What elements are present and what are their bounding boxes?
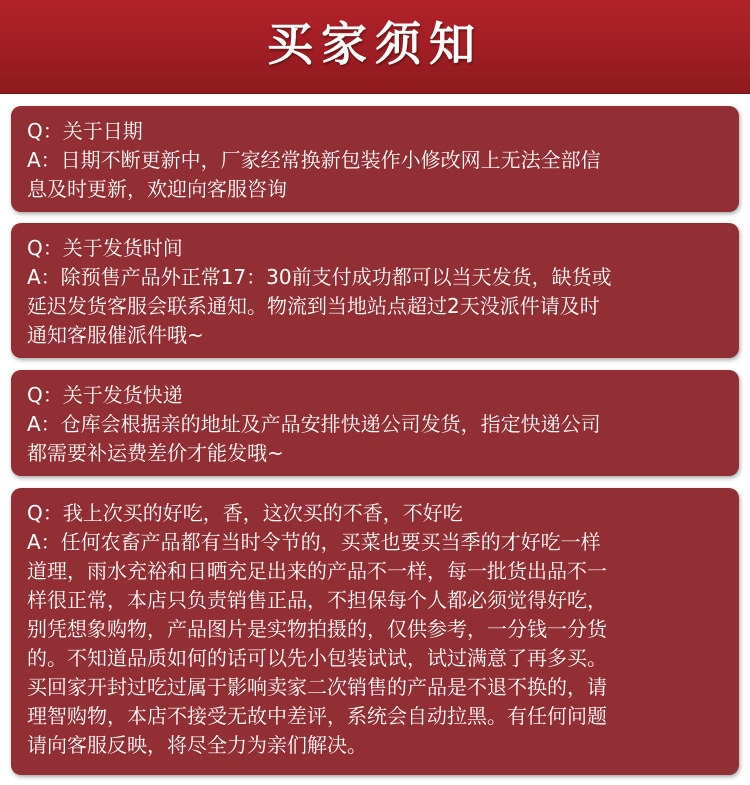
faq-answer-line: 都需要补运费差价才能发哦~ [27,441,284,465]
faq-answer-line: A：仓库会根据亲的地址及产品安排快递公司发货，指定快递公司 [27,412,601,436]
faq-answer-line: 道理，雨水充裕和日晒充足出来的产品不一样，每一批货出品不一 [27,559,607,583]
page-title: 买家须知 [267,17,483,71]
faq-answer-line: 的。不知道品质如何的话可以先小包装试试，试过满意了再多买。 [27,646,607,670]
faq-answer-line: A：日期不断更新中，厂家经常换新包装作小修改网上无法全部信 [27,148,601,172]
faq-card-date [11,106,739,212]
faq-answer-line: A：除预售产品外正常17：30前支付成功都可以当天发货，缺货或 [27,265,612,289]
faq-card-shipping-time [11,223,739,358]
header-banner [0,0,750,94]
faq-question: Q：关于发货快递 [27,383,183,407]
faq-question: Q：我上次买的好吃，香，这次买的不香，不好吃 [27,501,463,525]
faq-answer-line: 通知客服催派件哦~ [27,323,204,347]
faq-answer-line: 请向客服反映，将尽全力为亲们解决。 [27,733,367,757]
faq-answer-line: 理智购物，本店不接受无故中差评，系统会自动拉黑。有任何问题 [27,704,607,728]
faq-answer-line: 息及时更新，欢迎向客服咨询 [27,177,287,201]
faq-answer-line: 买回家开封过吃过属于影响卖家二次销售的产品是不退不换的，请 [27,675,607,699]
faq-question: Q：关于发货时间 [27,236,183,260]
faq-answer-line: 样很正常，本店只负责销售正品，不担保每个人都必须觉得好吃， [27,588,607,612]
faq-answer-line: A：任何农畜产品都有当时令节的，买菜也要买当季的才好吃一样 [27,530,601,554]
faq-card-taste [11,488,739,775]
faq-answer-line: 延迟发货客服会联系通知。物流到当地站点超过2天没派件请及时 [27,294,600,318]
faq-question: Q：关于日期 [27,119,143,143]
faq-card-courier [11,370,739,476]
faq-answer-line: 别凭想象购物，产品图片是实物拍摄的，仅供参考，一分钱一分货 [27,617,607,641]
